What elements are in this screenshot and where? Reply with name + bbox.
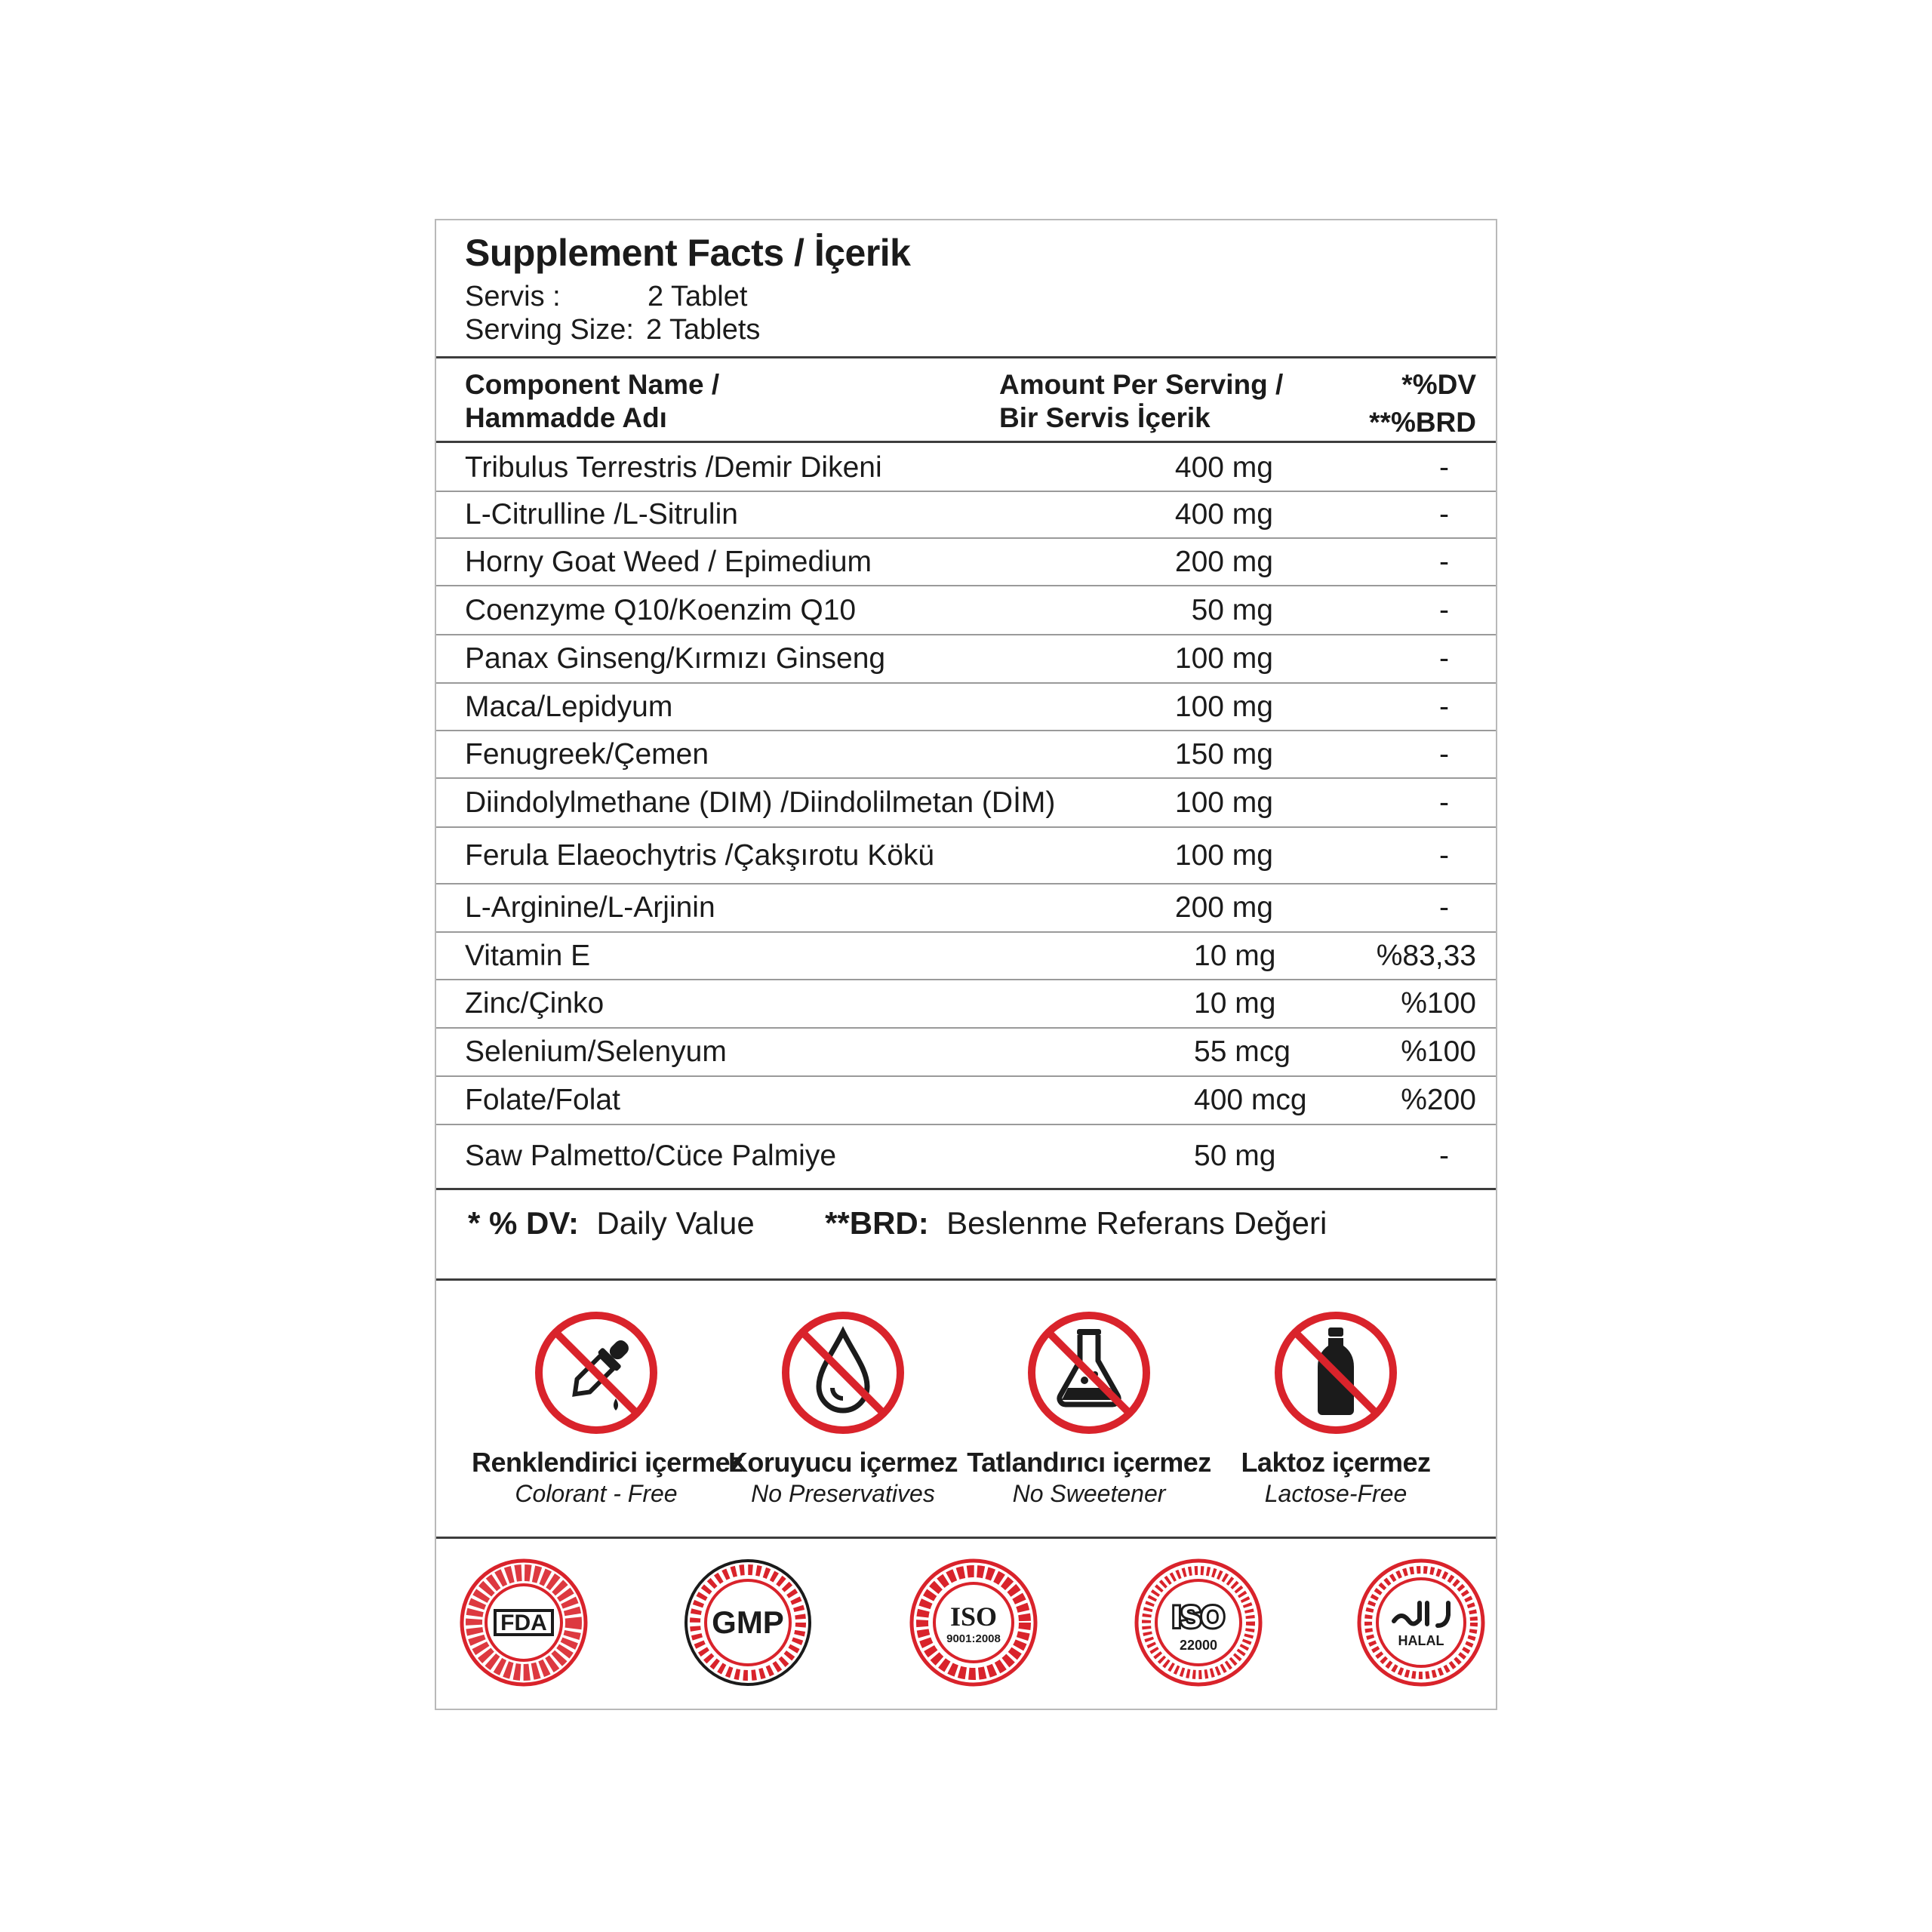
table-row (436, 491, 1496, 538)
ingredient-dv: - (1439, 891, 1449, 924)
column-header-divider (436, 441, 1496, 443)
serving-en-value: 2 Tablets (646, 314, 761, 346)
row-divider (436, 491, 1496, 492)
row-divider (436, 883, 1496, 884)
badge-colorant-tr: Renklendirici içermez (472, 1447, 743, 1478)
amount-header (999, 368, 1283, 435)
serving-en (465, 314, 761, 346)
ingredient-name: Maca/Lepidyum (465, 690, 673, 723)
legend (468, 1205, 1327, 1241)
fda-approved-seal-icon (457, 1556, 590, 1689)
dv-header-line2: **%BRD (1369, 407, 1476, 438)
component-header (465, 368, 719, 435)
dv-header (1369, 368, 1476, 439)
ingredient-amount: 400 mg (1174, 498, 1273, 531)
ingredient-amount: 50 mg (1194, 1140, 1276, 1172)
ingredient-amount: 100 mg (1174, 642, 1273, 675)
ingredient-name: Vitamin E (465, 939, 591, 972)
ingredient-amount: 100 mg (1174, 690, 1273, 723)
no-bottle-icon (1272, 1309, 1399, 1436)
no-flask-icon (1026, 1309, 1152, 1436)
ingredient-amount: 200 mg (1174, 545, 1273, 578)
ingredient-amount: 10 mg (1194, 939, 1276, 972)
badge-no-preservatives (718, 1309, 968, 1508)
row-divider (436, 1124, 1496, 1125)
row-divider (436, 777, 1496, 779)
ingredient-name: Fenugreek/Çemen (465, 737, 709, 771)
ingredient-dv: - (1439, 690, 1449, 723)
table-row (436, 635, 1496, 683)
table-row (436, 884, 1496, 932)
badge-colorant-free (472, 1309, 743, 1508)
serving-en-label: Serving Size: (465, 314, 634, 346)
row-divider (436, 682, 1496, 684)
facts-title: Supplement Facts / İçerik (465, 232, 911, 274)
svg-text:ISO: ISO (1172, 1601, 1225, 1634)
ingredient-dv: - (1439, 786, 1449, 819)
svg-text:GMP: GMP (712, 1604, 784, 1640)
legend-brd-key: **BRD: (825, 1205, 929, 1241)
ingredient-name: Diindolylmethane (DIM) /Diindolilmetan (DİM) (465, 786, 1056, 819)
legend-brd-text: Beslenme Referans Değeri (946, 1205, 1327, 1241)
ingredient-amount: 100 mg (1174, 786, 1273, 819)
ingredient-name: Panax Ginseng/Kırmızı Ginseng (465, 642, 886, 675)
svg-text:22000: 22000 (1179, 1638, 1218, 1653)
ingredient-dv: %83,33 (1376, 939, 1476, 972)
dv-header-line1: *%DV (1401, 369, 1476, 400)
ingredient-dv: - (1439, 1140, 1449, 1172)
table-bottom-divider (436, 1188, 1496, 1190)
row-divider (436, 1027, 1496, 1029)
row-divider (436, 979, 1496, 980)
ingredient-amount: 400 mg (1174, 451, 1273, 484)
badge-preservatives-en: No Preservatives (751, 1480, 935, 1507)
ingredient-name: Ferula Elaeochytris /Çakşırotu Kökü (465, 838, 935, 872)
ingredient-name: Selenium/Selenyum (465, 1035, 727, 1068)
serving-tr (465, 281, 748, 313)
header-divider (436, 356, 1496, 358)
row-divider (436, 730, 1496, 731)
badge-colorant-en: Colorant - Free (515, 1480, 678, 1507)
ingredient-amount: 10 mg (1194, 987, 1276, 1020)
ingredient-dv: - (1439, 593, 1449, 626)
ingredient-name: Coenzyme Q10/Koenzim Q10 (465, 593, 857, 626)
badge-lactose-tr: Laktoz içermez (1241, 1447, 1431, 1478)
component-header-line1: Component Name / (465, 369, 720, 400)
table-row (436, 1076, 1496, 1124)
ingredient-name: Horny Goat Weed / Epimedium (465, 545, 872, 578)
component-header-line2: Hammadde Adı (465, 402, 667, 433)
ingredient-dv: %200 (1401, 1084, 1476, 1116)
ingredient-name: Folate/Folat (465, 1084, 620, 1116)
ingredient-amount: 200 mg (1174, 891, 1273, 924)
svg-text:HALAL: HALAL (1398, 1633, 1444, 1648)
ingredient-amount: 100 mg (1174, 838, 1273, 872)
ingredient-dv: - (1439, 498, 1449, 531)
svg-text:FDA: FDA (500, 1611, 547, 1635)
svg-text:9001:2008: 9001:2008 (946, 1632, 1001, 1645)
table-row (436, 538, 1496, 586)
table-row (436, 827, 1496, 884)
ingredient-amount: 55 mcg (1194, 1035, 1291, 1068)
ingredient-dv: - (1439, 737, 1449, 771)
legend-dv-key: * % DV: (468, 1205, 580, 1241)
ingredient-name: L-Citrulline /L-Sitrulin (465, 498, 738, 531)
table-row (436, 778, 1496, 827)
ingredient-name: Zinc/Çinko (465, 987, 605, 1020)
row-divider (436, 1075, 1496, 1077)
ingredient-dv: - (1439, 451, 1449, 484)
row-divider (436, 585, 1496, 586)
row-divider (436, 826, 1496, 828)
badge-lactose-free (1211, 1309, 1460, 1508)
no-drop-icon (780, 1309, 906, 1436)
amount-header-line2: Bir Servis İçerik (999, 402, 1211, 433)
table-row (436, 1124, 1496, 1188)
badge-lactose-en: Lactose-Free (1264, 1480, 1407, 1507)
ingredient-amount: 400 mcg (1194, 1084, 1307, 1116)
cert-halal (1355, 1556, 1487, 1693)
badge-no-sweetener (964, 1309, 1214, 1508)
ingredient-name: Tribulus Terrestris /Demir Dikeni (465, 451, 882, 484)
table-row (436, 932, 1496, 980)
legend-dv-text: Daily Value (596, 1205, 755, 1241)
table-row (436, 586, 1496, 635)
badge-preservatives-tr: Koruyucu içermez (728, 1447, 958, 1478)
table-row (436, 980, 1496, 1028)
ingredient-dv: %100 (1401, 987, 1476, 1020)
ingredient-name: Saw Palmetto/Cüce Palmiye (465, 1140, 837, 1172)
amount-header-line1: Amount Per Serving / (999, 369, 1284, 400)
halal-seal-icon (1355, 1556, 1487, 1689)
no-dropper-icon (533, 1309, 660, 1436)
badge-sweetener-en: No Sweetener (1012, 1480, 1166, 1507)
badges-divider (436, 1537, 1496, 1539)
svg-text:ISO: ISO (949, 1601, 998, 1632)
table-row (436, 731, 1496, 778)
table-row (436, 445, 1496, 491)
legend-divider (436, 1278, 1496, 1281)
ingredient-dv: - (1439, 545, 1449, 578)
iso-22000-seal-icon (1132, 1556, 1265, 1689)
cert-iso-9001 (907, 1556, 1040, 1693)
serving-tr-label: Servis : (465, 281, 561, 312)
table-row (436, 683, 1496, 731)
row-divider (436, 537, 1496, 539)
ingredient-dv: - (1439, 642, 1449, 675)
row-divider (436, 931, 1496, 933)
ingredient-amount: 150 mg (1174, 737, 1273, 771)
row-divider (436, 634, 1496, 635)
table-row (436, 1028, 1496, 1076)
ingredient-dv: - (1439, 838, 1449, 872)
gmp-seal-icon (681, 1556, 814, 1689)
cert-iso-22000 (1132, 1556, 1265, 1693)
supplement-facts-panel (435, 219, 1497, 1710)
serving-tr-value: 2 Tablet (648, 281, 748, 312)
cert-gmp (681, 1556, 814, 1693)
ingredient-name: L-Arginine/L-Arjinin (465, 891, 715, 924)
badge-sweetener-tr: Tatlandırıcı içermez (967, 1447, 1211, 1478)
cert-fda (457, 1556, 590, 1693)
iso-9001-seal-icon (907, 1556, 1040, 1689)
ingredient-dv: %100 (1401, 1035, 1476, 1068)
ingredient-amount: 50 mg (1191, 593, 1273, 626)
